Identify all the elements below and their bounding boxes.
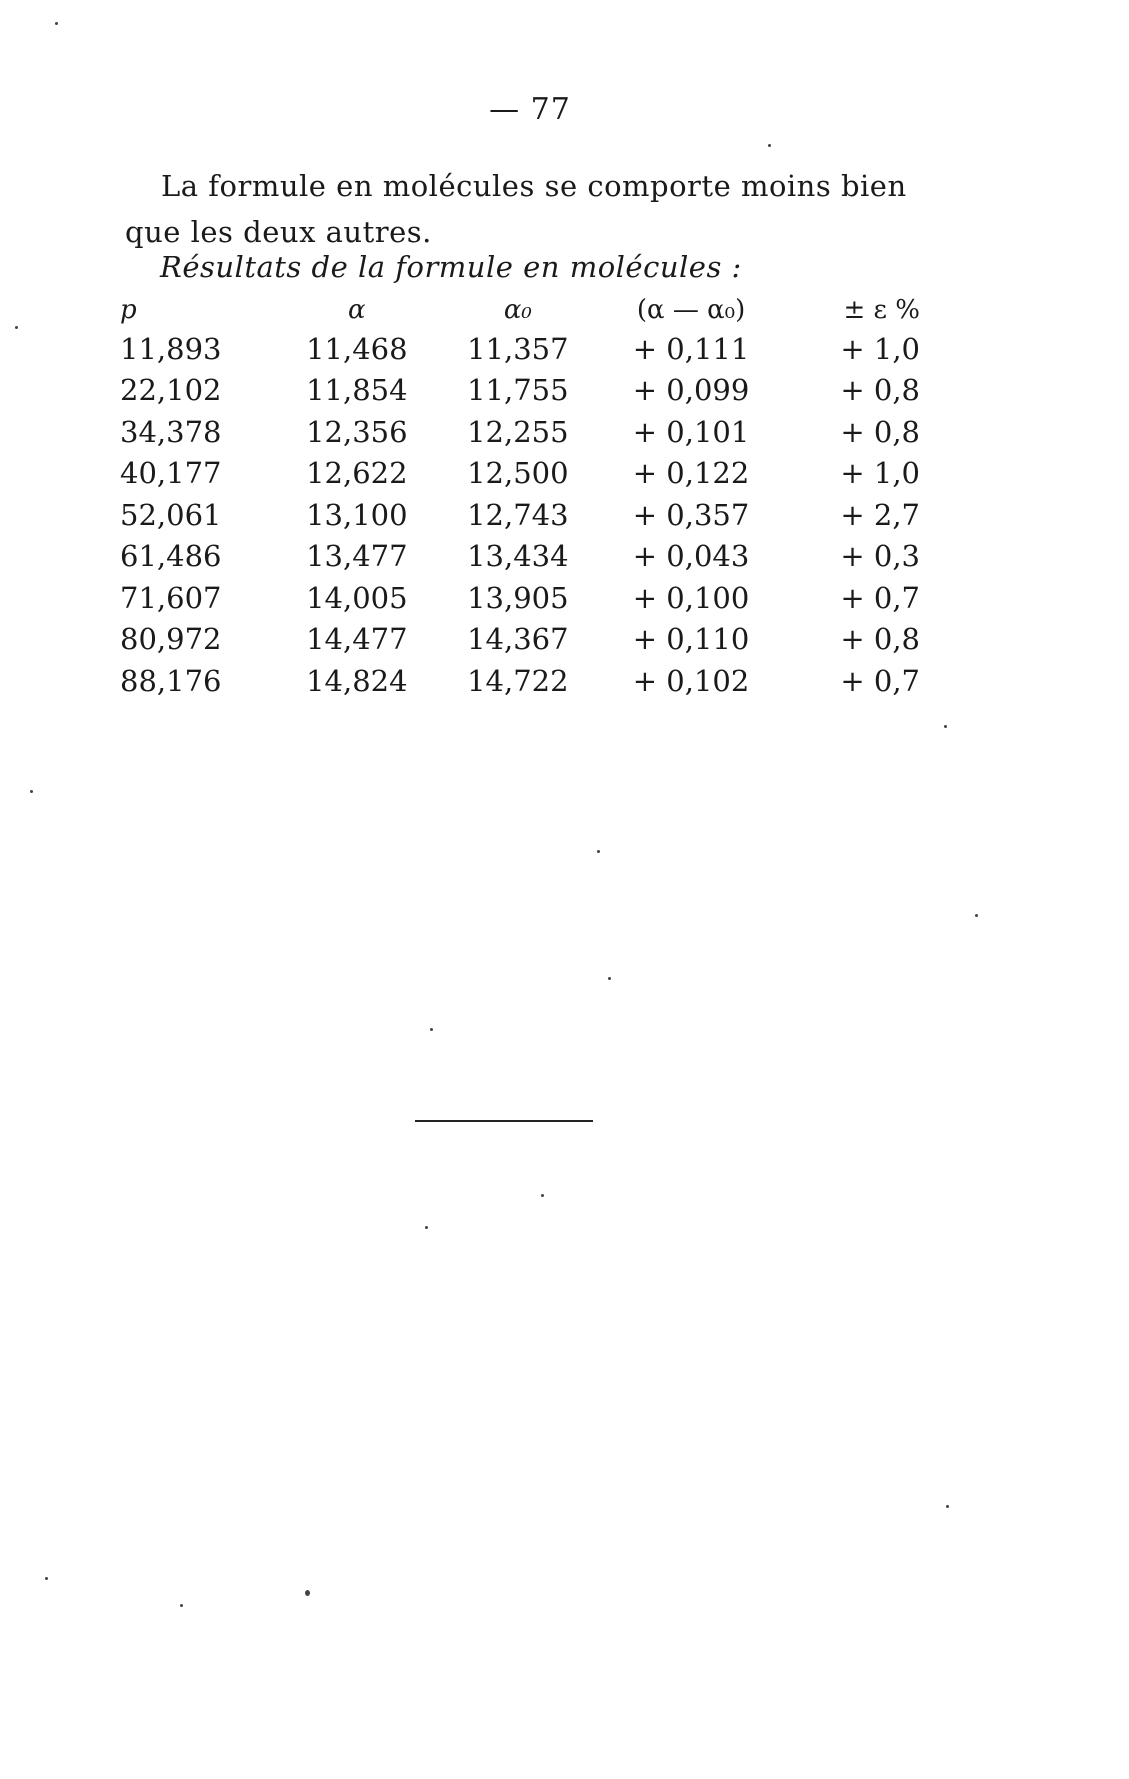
scan-speck [768,144,771,147]
body-paragraph-text: La formule en molécules se comporte moins bien que les deux autres. [125,169,907,249]
cell-p: 11,893 [120,331,222,366]
table-row [110,577,930,619]
cell-alpha-diff: + 0,100 [632,580,750,615]
scan-speck [15,326,18,329]
header-alpha-zero: α₀ [503,295,532,325]
cell-p: 22,102 [120,373,222,408]
section-divider-rule [415,1120,593,1122]
cell-alpha-zero: 12,743 [467,497,569,532]
cell-p: 80,972 [120,622,222,657]
cell-p: 40,177 [120,456,222,491]
cell-alpha-diff: + 0,110 [632,622,750,657]
cell-p: 61,486 [120,539,222,574]
cell-epsilon-percent: + 1,0 [840,331,920,366]
cell-alpha-diff: + 0,102 [632,663,750,698]
cell-alpha-diff: + 0,111 [632,331,750,366]
cell-alpha: 14,477 [306,622,408,657]
scan-speck [975,914,978,917]
header-p: p [120,295,137,325]
cell-p: 88,176 [120,663,222,698]
scan-speck [597,850,600,853]
cell-epsilon-percent: + 0,8 [840,622,920,657]
table-row [110,411,930,453]
cell-alpha-zero: 13,905 [467,580,569,615]
cell-epsilon-percent: + 0,8 [840,373,920,408]
page-number: — 77 [489,92,571,127]
table-row [110,660,930,702]
cell-alpha-zero: 11,357 [467,331,569,366]
cell-alpha-zero: 12,255 [467,414,569,449]
cell-alpha: 11,854 [306,373,408,408]
cell-p: 52,061 [120,497,222,532]
table-row [110,328,930,370]
table-row [110,453,930,495]
body-paragraph [125,163,925,255]
cell-alpha-diff: + 0,099 [632,373,750,408]
scan-speck [30,790,33,793]
table-row [110,536,930,578]
cell-p: 71,607 [120,580,222,615]
cell-alpha-zero: 13,434 [467,539,569,574]
cell-epsilon-percent: + 1,0 [840,456,920,491]
header-epsilon-percent: ± ε % [843,295,920,325]
scan-speck [45,1577,48,1580]
header-alpha: α [348,295,366,325]
cell-alpha: 14,824 [306,663,408,698]
scan-speck [425,1226,428,1229]
cell-alpha: 11,468 [306,331,408,366]
cell-alpha-zero: 12,500 [467,456,569,491]
table-header-row [110,292,930,328]
cell-epsilon-percent: + 0,3 [840,539,920,574]
cell-alpha-diff: + 0,122 [632,456,750,491]
cell-alpha-diff: + 0,357 [632,497,750,532]
table-row [110,494,930,536]
cell-alpha: 13,100 [306,497,408,532]
cell-epsilon-percent: + 0,8 [840,414,920,449]
cell-epsilon-percent: + 0,7 [840,580,920,615]
cell-alpha-diff: + 0,101 [632,414,750,449]
cell-epsilon-percent: + 2,7 [840,497,920,532]
cell-p: 34,378 [120,414,222,449]
cell-alpha: 13,477 [306,539,408,574]
cell-alpha-diff: + 0,043 [632,539,750,574]
cell-alpha-zero: 14,367 [467,622,569,657]
cell-alpha: 12,356 [306,414,408,449]
cell-alpha-zero: 11,755 [467,373,569,408]
scan-speck [946,1505,949,1508]
scan-speck [944,725,947,728]
scan-speck [608,977,611,980]
scan-speck [180,1604,183,1607]
header-alpha-diff: (α — α₀) [636,295,746,325]
cell-epsilon-percent: + 0,7 [840,663,920,698]
scan-speck [430,1028,433,1031]
cell-alpha: 14,005 [306,580,408,615]
scan-speck [541,1194,544,1197]
cell-alpha: 12,622 [306,456,408,491]
scan-speck [55,22,58,25]
table-row [110,370,930,412]
table-caption: Résultats de la formule en molécules : [160,250,742,284]
cell-alpha-zero: 14,722 [467,663,569,698]
table-row [110,619,930,661]
results-table [110,292,930,702]
scan-speck [305,1590,310,1596]
